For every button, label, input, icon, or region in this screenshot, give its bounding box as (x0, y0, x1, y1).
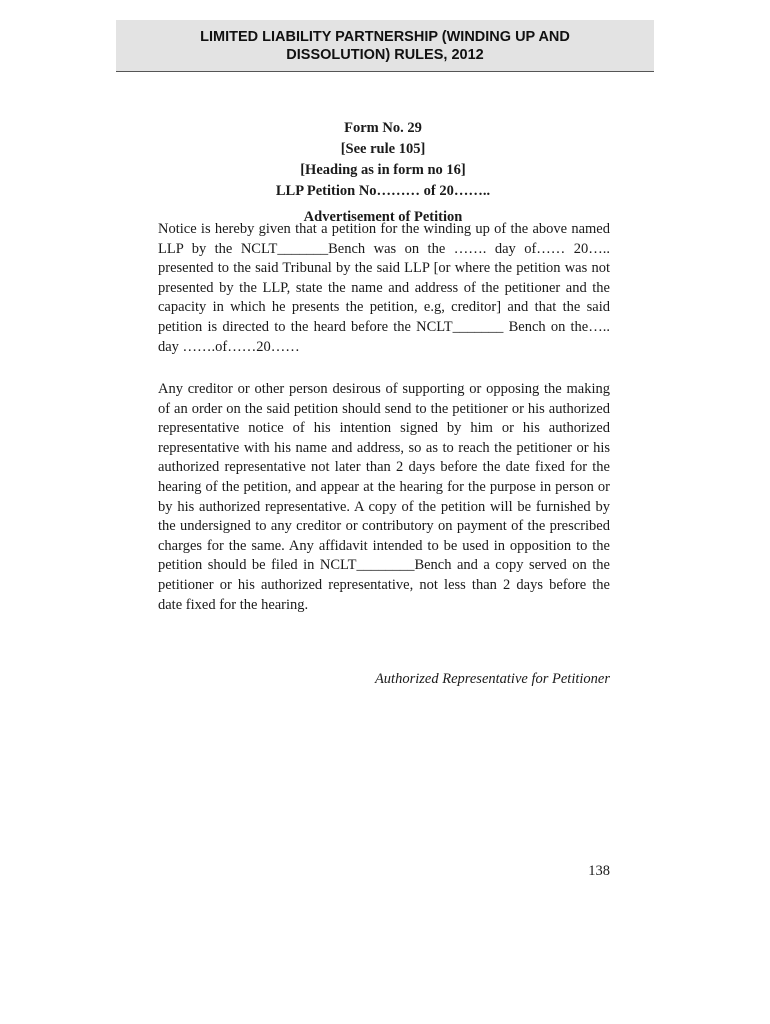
form-title: Advertisement of Petition (303, 209, 463, 225)
heading-reference: [Heading as in form no 16] (300, 162, 466, 178)
form-heading (156, 118, 610, 228)
petition-number: LLP Petition No……… of 20…….. (275, 183, 491, 199)
rule-reference: [See rule 105] (340, 141, 426, 157)
running-header (116, 20, 654, 72)
form-number: Form No. 29 (344, 120, 422, 136)
header-line-1: LIMITED LIABILITY PARTNERSHIP (WINDING UP AND (200, 28, 570, 45)
signature-line: Authorized Representative for Petitioner (374, 671, 610, 687)
header-line-2: DISSOLUTION) RULES, 2012 (286, 46, 484, 63)
notice-paragraph: Notice is hereby given that a petition for the winding up of the above named LLP by the NCLT_______Bench was on the ……. day of…… 20….. presented to the said Tribunal by the said LLP [or where the petition was not presented by the LLP, state the name and address of the petitioner and the capacity in which he presents the petition, e.g, creditor] and that the said petition is directed to the heard before the NCLT_______ Bench on the….. day …….of……20…… (158, 221, 610, 355)
creditor-paragraph: Any creditor or other person desirous of supporting or opposing the making of an order on the said petition should send to the petitioner or his authorized representative notice of his intention signed by him or his authorized representative with his name and address, so as to reach the petitioner or his authorized representative not later than 2 days before the date fixed for the hearing of the petition, and appear at the hearing for the purpose in person or by his authorized representative. A copy of the petition will be furnished by the undersigned to any creditor or contributory on payment of the prescribed charges for the same. Any affidavit intended to be used in opposition to the petition should be filed in NCLT________Bench and a copy served on the petitioner or his authorized representative, not less than 2 days before the date fixed for the hearing. (158, 381, 610, 613)
page-number: 138 (588, 863, 610, 879)
